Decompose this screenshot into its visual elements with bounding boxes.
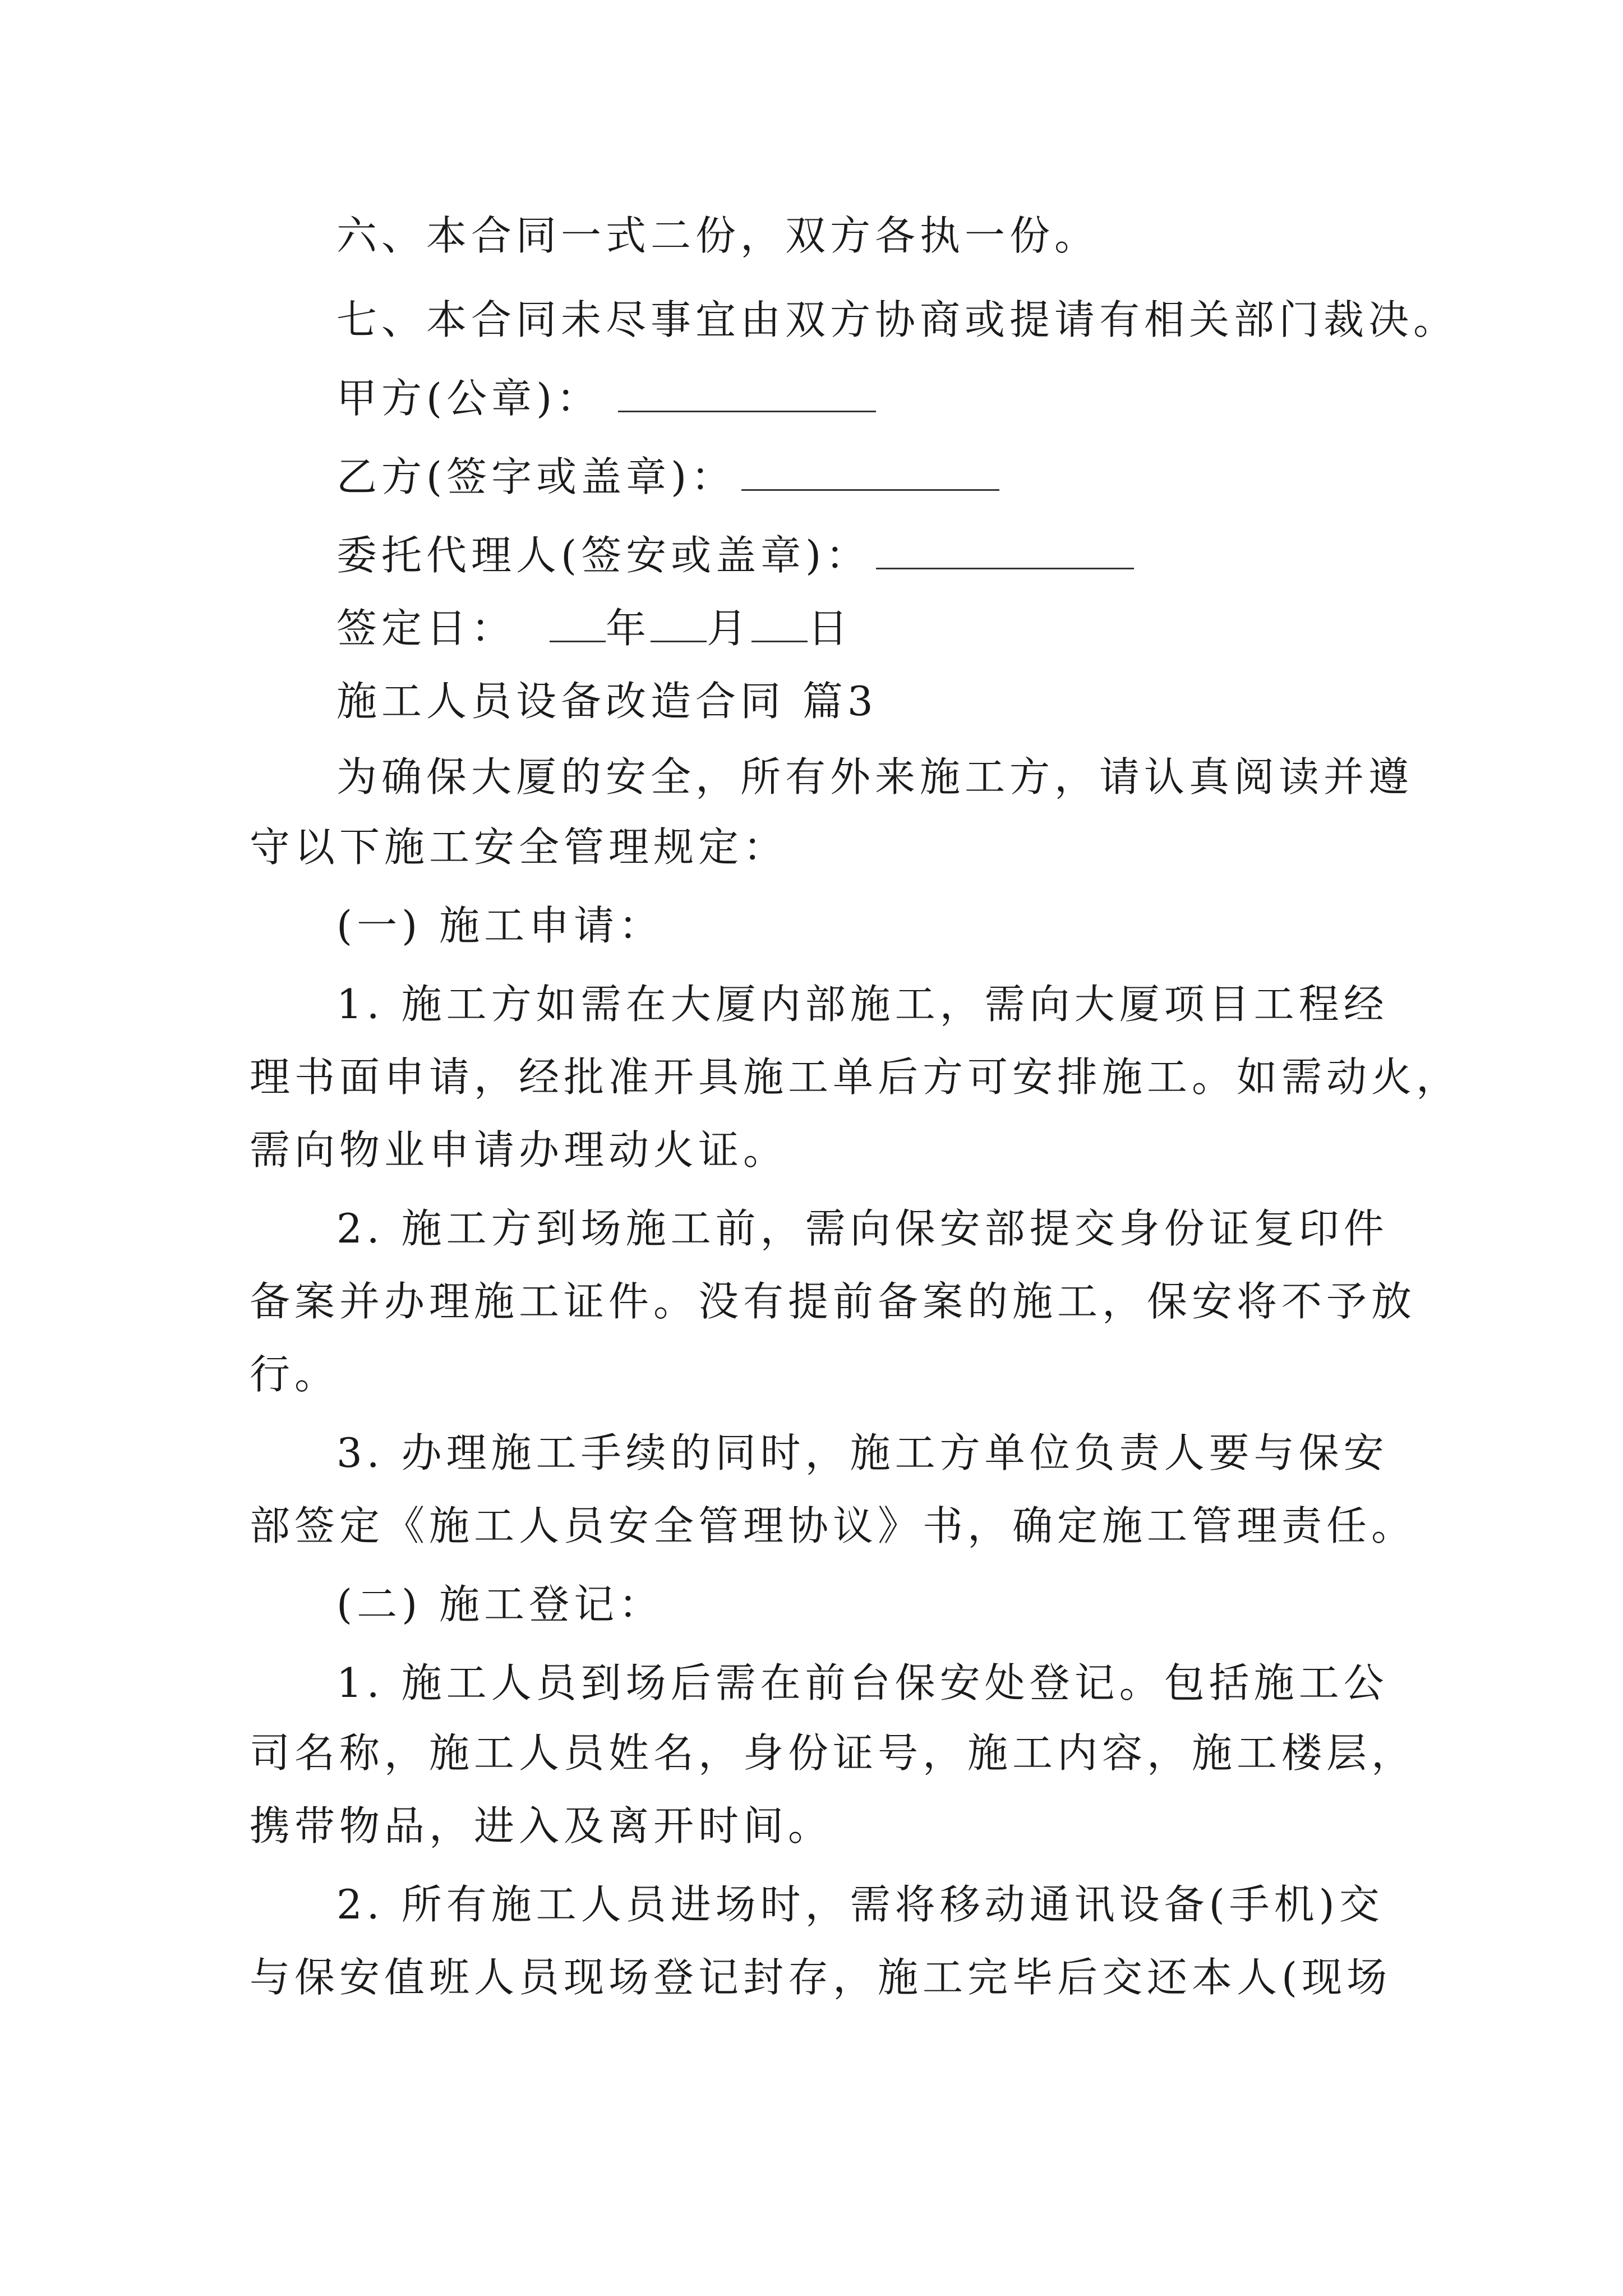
party-a-blank [618,371,876,412]
party-b-signature [336,449,999,505]
sec1-item2-line3: 行。 [250,1351,340,1398]
agent-signature [336,527,1134,583]
party-b-label: 乙方(签字或盖章)： [336,453,736,500]
party-a-signature [336,370,876,426]
sec1-item3-line2: 部签定《施工人员安全管理协议》书，确定施工管理责任。 [250,1502,1417,1549]
party-b-blank [741,450,999,491]
sec2-item1-line2: 司名称，施工人员姓名，身份证号，施工内容，施工楼层， [250,1729,1417,1777]
intro-line-1: 为确保大厦的安全，所有外来施工方，请认真阅读并遵 [336,753,1414,800]
sec1-item2-line1: 2. 施工方到场施工前，需向保安部提交身份证复印件 [336,1205,1389,1252]
sec2-item1-line3: 携带物品，进入及离开时间。 [250,1802,833,1849]
sec1-item1-line3: 需向物业申请办理动火证。 [250,1126,789,1174]
clause-6: 六、本合同一式二份，双方各执一份。 [336,212,1100,259]
section-1-heading: (一) 施工申请： [336,902,664,949]
day-label: 日 [808,605,853,652]
sec1-item3-line1: 3. 办理施工手续的同时，施工方单位负责人要与保安 [336,1429,1389,1476]
year-blank [550,601,606,642]
section-2-heading: (二) 施工登记： [336,1581,664,1628]
section-title: 施工人员设备改造合同 篇3 [336,678,878,725]
sign-date-label: 签定日： [336,605,517,652]
year-label: 年 [606,605,651,652]
party-a-label: 甲方(公章)： [336,375,602,422]
sec1-item1-line1: 1. 施工方如需在大厦内部施工，需向大厦项目工程经 [336,981,1389,1028]
intro-line-2: 守以下施工安全管理规定： [250,823,789,871]
month-label: 月 [707,605,752,652]
clause-7: 七、本合同未尽事宜由双方协商或提请有相关部门裁决。 [336,296,1459,343]
sec2-item2-line1: 2. 所有施工人员进场时，需将移动通讯设备(手机)交 [336,1881,1384,1928]
month-blank [651,601,707,642]
sign-date [336,600,852,656]
agent-blank [876,528,1134,569]
sec1-item1-line2: 理书面申请，经批准开具施工单后方可安排施工。如需动火， [250,1053,1461,1101]
agent-label: 委托代理人(签安或盖章)： [336,532,871,579]
sec2-item2-line2: 与保安值班人员现场登记封存，施工完毕后交还本人(现场 [250,1954,1392,2001]
sec2-item1-line1: 1. 施工人员到场后需在前台保安处登记。包括施工公 [336,1659,1389,1706]
day-blank [751,601,808,642]
sec1-item2-line2: 备案并办理施工证件。没有提前备案的施工，保安将不予放 [250,1278,1417,1325]
